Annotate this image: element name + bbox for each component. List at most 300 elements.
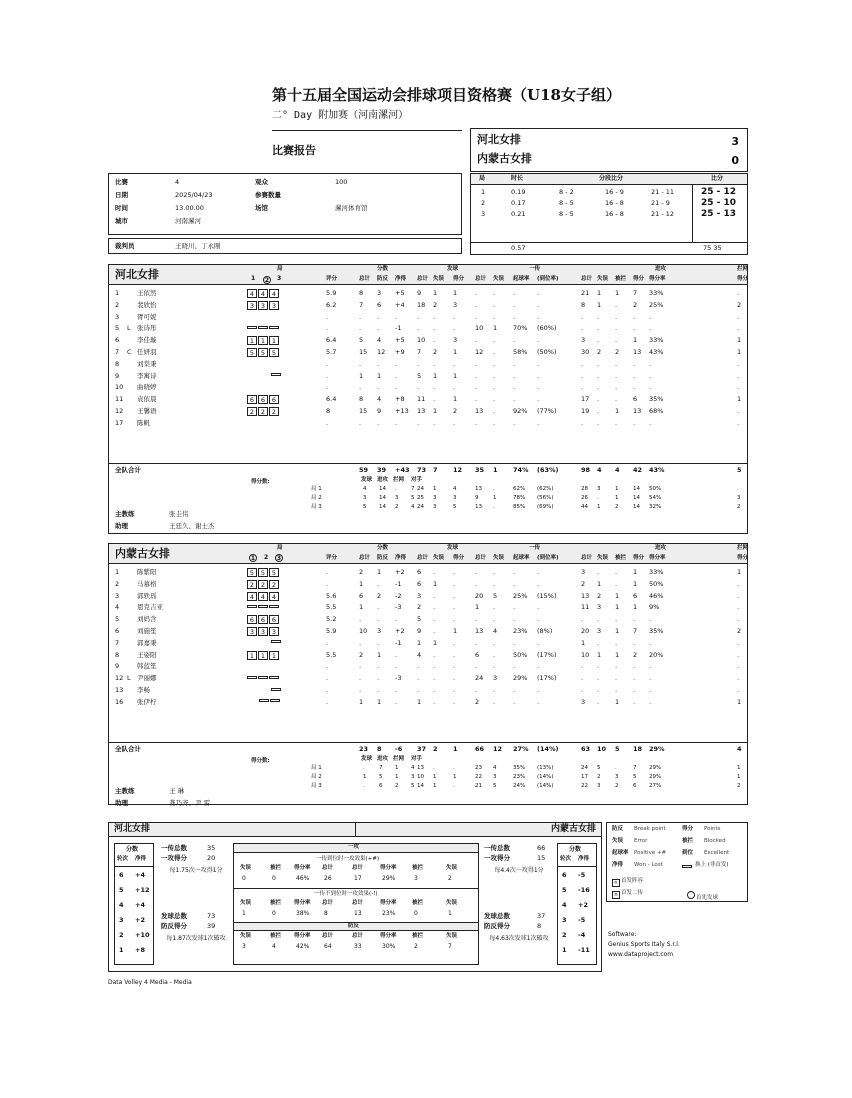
set-markers bbox=[247, 651, 280, 662]
stat-value: . bbox=[493, 418, 496, 427]
set-stat-value: 1 bbox=[737, 774, 741, 780]
stat-value: . bbox=[737, 324, 740, 333]
set-points-value: 2 bbox=[395, 504, 399, 510]
stat-value: 23% bbox=[382, 910, 396, 917]
set-points-value: 5 bbox=[411, 495, 415, 501]
points-breakdown-header: 拦网 bbox=[393, 477, 405, 483]
stat-value: 1 bbox=[633, 336, 638, 345]
stat-value: . bbox=[633, 638, 636, 647]
stat-value: 64 bbox=[324, 943, 332, 950]
rotation-summary: 河北女排 内蒙古女排 分数 轮次 净得 6 +4 5 +12 4 +4 3 +2 2 +10 1 +8 一传总数 一攻得分 35 20 每1.75次一攻得1分 发球总数 防反得分 73 39 每1.87次发球1次破攻 一攻 一传到位时一攻效果(+#) 失误 被拦 得分率 总计 总计 得分率 被拦 失误 0 0 46% 26 17 29% 3 2 一传不到位时一攻效果(-!) 失误 被拦 得分率 总计 总计 得分率 被拦 失误 1 0 38% 8 13 23% 0 1 防反 失误 被拦 得分率 总计 总计 得分率 被拦 失误 3 4 42% 64 33 30% 2 7 一传总数 一攻得分 66 15 每4.4次一攻得1分 发球总数 防反得分 37 8 每4.63次发球1次破攻 分数 轮次 净得 6 -5 5 -16 4 +2 3 -5 2 -4 1 -11 bbox=[108, 822, 602, 972]
set-stat-value: 44 bbox=[581, 504, 588, 510]
team-total-value: 5 bbox=[615, 745, 620, 753]
stat-value: 3 bbox=[597, 627, 602, 635]
stat-value: . bbox=[475, 359, 478, 368]
column-header: 被拦 bbox=[270, 865, 282, 871]
stat-value: . bbox=[615, 418, 618, 427]
stat-value: . bbox=[326, 674, 329, 683]
stat-value: . bbox=[433, 359, 436, 368]
set-marker: 4 bbox=[258, 592, 268, 601]
stat-value: +8 bbox=[395, 395, 405, 404]
table-row bbox=[109, 336, 747, 347]
set-stat-value: 5 bbox=[493, 783, 497, 789]
set-marker: 3 bbox=[269, 627, 279, 636]
set-partial: 21 - 9 bbox=[651, 199, 670, 207]
table-row bbox=[109, 686, 747, 697]
stat-value: . bbox=[537, 662, 540, 671]
stat-value: . bbox=[326, 697, 329, 706]
table-row bbox=[109, 407, 747, 418]
stat-value: . bbox=[513, 383, 516, 392]
set-marker: 3 bbox=[258, 627, 268, 636]
set-marker: 4 bbox=[258, 289, 268, 298]
stat-value: 6.4 bbox=[326, 395, 337, 404]
stat-value: 10 bbox=[359, 627, 368, 635]
set-final-score: 25 - 13 bbox=[701, 209, 737, 219]
rotation-number: 5 bbox=[119, 886, 124, 894]
stat-value: . bbox=[433, 383, 436, 392]
set-marker: 5 bbox=[247, 348, 257, 357]
stat-value: 2 bbox=[433, 300, 438, 309]
set-points-value: 3 bbox=[363, 495, 367, 501]
stat-value: . bbox=[433, 615, 436, 624]
stat-value: 1 bbox=[448, 910, 452, 917]
stat-value: . bbox=[417, 383, 420, 392]
stat-value: . bbox=[433, 312, 436, 321]
stat-value: . bbox=[597, 697, 600, 706]
set-stat-value: 1 bbox=[493, 495, 497, 501]
stat-value: . bbox=[581, 312, 584, 321]
set-stat-value: 24% bbox=[513, 783, 526, 789]
stat-value: 1 bbox=[615, 591, 620, 600]
stat-value: . bbox=[417, 686, 420, 694]
set-stat-value: 2 bbox=[737, 783, 741, 789]
stat-value: (15%) bbox=[537, 591, 557, 600]
stat-value: 2 bbox=[597, 591, 602, 600]
column-header: 被拦 bbox=[270, 933, 282, 939]
stat-value: 24 bbox=[475, 674, 484, 683]
stat-value: . bbox=[395, 359, 398, 368]
set-stat-value: 54% bbox=[649, 495, 662, 501]
stat-value: +2 bbox=[395, 627, 405, 635]
stat-value: . bbox=[359, 359, 362, 368]
page-subtitle: 二° Day 附加赛（河南漯河） bbox=[272, 110, 409, 121]
stat-value: 13 bbox=[633, 348, 642, 356]
player-number: 16 bbox=[115, 697, 124, 706]
set-stat-value: 5 bbox=[453, 504, 457, 510]
stat-value: . bbox=[737, 650, 740, 659]
stat-value: 2 bbox=[453, 407, 458, 415]
stat-value: 1 bbox=[453, 348, 458, 356]
rotation-number: 3 bbox=[119, 916, 124, 924]
stat-value: 15 bbox=[359, 348, 368, 356]
report-label: 比赛报告 bbox=[272, 144, 316, 157]
player-number: 5 bbox=[115, 324, 120, 333]
stat-value: . bbox=[326, 662, 329, 671]
set-stat-value: . bbox=[597, 495, 599, 501]
table-row bbox=[109, 603, 747, 614]
player-number: 8 bbox=[115, 359, 120, 368]
player-name: 王姿阳 bbox=[137, 650, 157, 659]
stat-value: . bbox=[513, 359, 516, 368]
set-stat-value: (56%) bbox=[537, 495, 554, 501]
stat-value: . bbox=[615, 686, 618, 694]
set-marker: 1 bbox=[247, 336, 257, 345]
stat-value: . bbox=[433, 324, 436, 333]
stat-value: . bbox=[326, 324, 329, 333]
stat-value: 4 bbox=[493, 627, 498, 635]
stat-value: . bbox=[493, 650, 496, 659]
team-total-value: 8 bbox=[377, 745, 382, 753]
stat-value: 13 bbox=[475, 407, 484, 415]
home-team-stats: 河北女排 局 1 2 3 分数 发球 一传 进攻 拦网 评分 总计 防反 净得 总计 失误 得分 总计 失误 起球率 (到位率) 总计 失误 被拦 得分 得分率 得分 1 王依然 4 4 4 5.9 8 3 +5 9 1 1 . . . . 21 1 1 7 33% . 2 裴欣怡 3 3 3 6.2 7 6 +4 18 2 3 . . . . 8 1 . 2 25% 2 3 胥可妮 . . . . . . . . . . . . . . . . . 5 L 张诗彤 . . . -1 . . . 10 1 70% (60%) . . . . . . 6 李佳璇 1 1 1 6.4 5 4 +5 10 . 3 . . . . 3 . . 1 33% 1 7 C 任妍羽 5 5 5 5.7 15 12 +9 7 2 1 12 . 58% (50%) 30 2 2 13 43% 1 8 刘棠秉 . . . . . . . . . . . . . . . . . 9 李寓诗 . 1 1 . 5 1 1 . . . . . . . . . . 10 曲晓婷 . . . . . . . . . . . . . . . . . 11 袁依晨 6 6 6 6.4 8 4 +8 11 . 1 . . . . 17 . . 6 35% 1 12 王馨语 2 2 2 8 15 9 +13 13 1 2 13 . 92% (77%) 19 . 1 13 68% . 17 陈帆 . . . . . . . . . . . . . . . . . 全队合计 59 39 +43 73 7 12 35 1 74% (63%) 98 4 4 42 43% 5 得分数: 发球 进攻 拦网 对手 局 1 4 14 . 7 24 1 4 13 . 62% (62%) 28 3 1 14 50% . 局 2 3 14 3 5 25 3 3 9 1 78% (56%) 26 . 1 14 54% 3 局 3 5 14 2 4 24 3 5 13 . 85% (69%) 44 1 2 14 32% 2 主教练 张圭伟 助理 王廷久、谢士杰 bbox=[108, 264, 748, 534]
stat-value: 20 bbox=[475, 591, 484, 600]
stat-value: . bbox=[649, 418, 652, 427]
player-role: L bbox=[127, 674, 131, 683]
stat-value: . bbox=[633, 324, 636, 333]
set-stat-value: 2 bbox=[615, 504, 619, 510]
stat-value: . bbox=[513, 579, 516, 588]
column-header: 评分 bbox=[326, 276, 338, 282]
set-points-value: . bbox=[363, 783, 365, 789]
set-stat-value: 10 bbox=[417, 774, 424, 780]
stat-value: . bbox=[493, 697, 496, 706]
sub-marker bbox=[258, 605, 268, 608]
table-row bbox=[109, 568, 747, 579]
stat-value: . bbox=[513, 662, 516, 671]
team-total-value: 10 bbox=[597, 745, 607, 753]
stat-value: . bbox=[475, 579, 478, 588]
stat-value: . bbox=[433, 568, 436, 576]
stat-value: . bbox=[597, 568, 600, 576]
stat-value: . bbox=[513, 603, 516, 612]
stat-value: . bbox=[615, 674, 618, 683]
stat-value: . bbox=[475, 615, 478, 624]
team-total-label: 全队合计 bbox=[115, 745, 141, 753]
stat-value: . bbox=[493, 383, 496, 392]
stat-value: . bbox=[433, 591, 436, 600]
team-total-value: 39 bbox=[377, 466, 387, 474]
stat-value: . bbox=[326, 568, 329, 576]
set-points-value: 4 bbox=[411, 765, 415, 771]
set-stat-value: . bbox=[737, 486, 739, 492]
stat-value: . bbox=[433, 603, 436, 612]
column-header: 得分率 bbox=[294, 900, 311, 906]
table-row bbox=[109, 301, 747, 312]
team-total-value: 18 bbox=[633, 745, 643, 753]
set-stat-value: . bbox=[615, 765, 617, 771]
stat-value: 1 bbox=[359, 371, 364, 380]
stat-value: 70% bbox=[513, 324, 528, 333]
set-label: 局 1 bbox=[311, 486, 322, 492]
stat-value: -1 bbox=[395, 579, 402, 588]
player-name: 刘施笙 bbox=[137, 627, 157, 635]
team-total-label: 全队合计 bbox=[115, 466, 141, 474]
set-label: 局 3 bbox=[311, 783, 322, 789]
player-name: 郭轶瑶 bbox=[137, 591, 157, 600]
stat-value: . bbox=[417, 674, 420, 683]
team-total-value: 5 bbox=[737, 466, 742, 474]
column-header: 被拦 bbox=[412, 900, 424, 906]
set-label: 局 3 bbox=[311, 504, 322, 510]
stat-value: . bbox=[633, 312, 636, 321]
set-marker: 5 bbox=[269, 568, 279, 577]
set-stat-value: 2 bbox=[615, 783, 619, 789]
stat-value: 35% bbox=[649, 627, 664, 635]
set-stat-value: 29% bbox=[649, 765, 662, 771]
stat-value: 1 bbox=[633, 568, 638, 576]
team-total-value: 43% bbox=[649, 466, 665, 474]
set-markers bbox=[247, 407, 280, 418]
set-number: 1 bbox=[481, 188, 486, 196]
set-points-value: 14 bbox=[379, 495, 386, 501]
stat-value: 2 bbox=[448, 875, 452, 882]
set-marker: 5 bbox=[247, 568, 257, 577]
stat-value: 25% bbox=[513, 591, 528, 600]
set-stat-value: 17 bbox=[581, 774, 588, 780]
sub-marker bbox=[269, 605, 279, 608]
stat-value: 1 bbox=[737, 568, 742, 576]
set-stat-value: 24 bbox=[417, 486, 424, 492]
home-sets-won: 3 bbox=[731, 135, 739, 148]
set-marker: 1 bbox=[247, 651, 257, 660]
stat-value: . bbox=[649, 359, 652, 368]
column-header: 得分 bbox=[453, 276, 465, 282]
rotation-net: +4 bbox=[135, 901, 145, 909]
stat-value: . bbox=[475, 312, 478, 321]
sub-marker bbox=[271, 640, 281, 643]
legend-key: 失误 bbox=[612, 838, 624, 844]
stat-value: . bbox=[537, 418, 540, 427]
team-total-value: 12 bbox=[453, 466, 463, 474]
player-number: 9 bbox=[115, 662, 120, 671]
stat-value: . bbox=[453, 662, 456, 671]
set-stat-value: 3 bbox=[493, 774, 497, 780]
stat-value: . bbox=[433, 697, 436, 706]
stat-value: . bbox=[493, 371, 496, 380]
column-header: 总计 bbox=[581, 555, 593, 561]
stat-value: 1 bbox=[737, 348, 742, 356]
column-header: 得分 bbox=[737, 276, 749, 282]
stat-value: 2 bbox=[414, 943, 418, 950]
away-sets-won: 0 bbox=[731, 154, 739, 167]
team-total-value: 4 bbox=[597, 466, 602, 474]
stat-value: 1 bbox=[433, 371, 438, 380]
stat-value: . bbox=[433, 627, 436, 635]
stat-value: 1 bbox=[615, 650, 620, 659]
stat-value: 33 bbox=[354, 943, 362, 950]
stat-value: . bbox=[537, 638, 540, 647]
stat-value: . bbox=[633, 383, 636, 392]
stat-value: . bbox=[581, 359, 584, 368]
stat-value: . bbox=[453, 603, 456, 612]
stat-value: . bbox=[377, 383, 380, 392]
stat-value: . bbox=[377, 603, 380, 612]
set-stat-value: 24 bbox=[581, 765, 588, 771]
stat-value: 1 bbox=[433, 579, 438, 588]
set-stat-value: 7 bbox=[633, 765, 637, 771]
set-partial: 16 - 9 bbox=[605, 188, 624, 196]
stat-value: 13 bbox=[475, 627, 484, 635]
stat-value: . bbox=[581, 371, 584, 380]
stat-value: . bbox=[737, 579, 740, 588]
set-stat-value: 5 bbox=[597, 765, 601, 771]
set-markers bbox=[247, 686, 282, 697]
stat-value: . bbox=[395, 383, 398, 392]
stat-value: . bbox=[433, 686, 436, 694]
column-header: (到位率) bbox=[537, 555, 559, 561]
stat-value: . bbox=[395, 662, 398, 671]
stat-value: 2 bbox=[581, 579, 586, 588]
stat-value: 1 bbox=[597, 289, 602, 297]
stat-value: (8%) bbox=[537, 627, 553, 635]
set-marker: 6 bbox=[258, 615, 268, 624]
table-row bbox=[109, 698, 747, 709]
stat-value: 7 bbox=[417, 348, 422, 356]
column-header: 被拦 bbox=[412, 865, 424, 871]
legend-value: Break point bbox=[634, 826, 666, 832]
stat-value: . bbox=[475, 371, 478, 380]
stat-value: 2 bbox=[615, 348, 620, 356]
team-total-value: -6 bbox=[395, 745, 403, 753]
set-stat-value: 1 bbox=[597, 504, 601, 510]
set-stat-value: (62%) bbox=[537, 486, 554, 492]
stat-value: +13 bbox=[395, 407, 409, 415]
points-breakdown-header: 对手 bbox=[411, 477, 423, 483]
table-row bbox=[109, 615, 747, 626]
legend: 防反 Break point 得分 Points 失误 Error 被拦 Blocked 起球率 Positive +# 到位 Excellent 净得 Won - Lost 换上 (非首发) n 首发阵容 n 首发二传 首先发球 bbox=[606, 822, 748, 902]
player-name: 张伊柠 bbox=[137, 697, 157, 706]
player-name: 袁依晨 bbox=[137, 395, 157, 404]
column-header: 净得 bbox=[395, 276, 407, 282]
table-row bbox=[109, 639, 747, 650]
player-number: 17 bbox=[115, 418, 124, 427]
stat-value: 0 bbox=[242, 875, 246, 882]
table-row bbox=[109, 289, 747, 300]
stat-value: . bbox=[453, 383, 456, 392]
stat-value: . bbox=[649, 674, 652, 683]
table-row bbox=[109, 419, 747, 430]
stat-value: . bbox=[615, 371, 618, 380]
sub-marker bbox=[271, 373, 281, 376]
stat-value: . bbox=[649, 638, 652, 647]
table-row bbox=[109, 651, 747, 662]
stat-value: . bbox=[537, 312, 540, 321]
rotation-number: 2 bbox=[119, 931, 124, 939]
table-row bbox=[109, 313, 747, 324]
stat-value: . bbox=[513, 300, 516, 309]
set-stat-value: 13 bbox=[417, 765, 424, 771]
sub-marker bbox=[258, 676, 268, 679]
set-stat-value: 9 bbox=[475, 495, 479, 501]
stat-value: 3 bbox=[417, 591, 422, 600]
stat-value: . bbox=[453, 324, 456, 333]
team-total-value: 4 bbox=[615, 466, 620, 474]
stat-value: . bbox=[475, 289, 478, 297]
stat-value: . bbox=[513, 568, 516, 576]
stat-value: . bbox=[737, 638, 740, 647]
column-header: 失误 bbox=[493, 555, 505, 561]
sub-marker bbox=[247, 605, 257, 608]
team-total-value: 1 bbox=[453, 745, 458, 753]
stat-value: +9 bbox=[395, 348, 405, 356]
column-header: 被拦 bbox=[615, 555, 627, 561]
set-points-value: 14 bbox=[379, 486, 386, 492]
set-marker: 4 bbox=[269, 289, 279, 298]
stat-value: . bbox=[537, 289, 540, 297]
stat-value: . bbox=[615, 383, 618, 392]
sub-legend-icon bbox=[682, 865, 692, 868]
set-marker: 6 bbox=[269, 395, 279, 404]
stat-value: 1 bbox=[417, 697, 422, 706]
stat-value: . bbox=[417, 359, 420, 368]
stat-value: 12 bbox=[475, 348, 484, 356]
points-breakdown-header: 对手 bbox=[411, 756, 423, 762]
player-name: 恩克吉亚 bbox=[137, 603, 163, 612]
set-stat-value: 35% bbox=[513, 765, 526, 771]
stat-value: 3 bbox=[377, 627, 382, 635]
rotation-net: -11 bbox=[578, 946, 590, 954]
stat-value: . bbox=[359, 324, 362, 333]
stat-value: 20 bbox=[581, 627, 590, 635]
stat-value: . bbox=[395, 418, 398, 427]
set-markers bbox=[247, 592, 280, 603]
set-points-value: 5 bbox=[363, 504, 367, 510]
stat-value: 1 bbox=[737, 395, 742, 404]
set-markers bbox=[247, 674, 280, 685]
stat-value: 7 bbox=[359, 300, 364, 309]
set-points-value: 4 bbox=[411, 504, 415, 510]
set-markers bbox=[247, 603, 280, 614]
stat-value: . bbox=[537, 336, 540, 345]
stat-value: 10 bbox=[475, 324, 484, 333]
stat-value: . bbox=[537, 371, 540, 380]
set-markers bbox=[247, 615, 280, 626]
column-header: 得分 bbox=[633, 276, 645, 282]
player-name: 王馨语 bbox=[137, 407, 157, 415]
column-header: 起球率 bbox=[513, 555, 530, 561]
rotation-number: 6 bbox=[562, 871, 567, 879]
stat-value: 0 bbox=[272, 875, 276, 882]
stat-value: . bbox=[493, 359, 496, 368]
set-number: 2 bbox=[481, 199, 486, 207]
stat-value: . bbox=[433, 418, 436, 427]
stat-value: 92% bbox=[513, 407, 528, 415]
judges-box: 裁判员 王晓川、丁永刚 bbox=[108, 238, 462, 254]
set-duration: 0.21 bbox=[511, 210, 526, 218]
sub-marker bbox=[269, 326, 279, 329]
stat-value: . bbox=[359, 674, 362, 683]
stat-value: 1 bbox=[359, 697, 364, 706]
stat-value: . bbox=[513, 289, 516, 297]
stat-value: 1 bbox=[417, 638, 422, 647]
team-total-value: 42 bbox=[633, 466, 643, 474]
set-marker: 2 bbox=[247, 580, 257, 589]
team-total-value: 59 bbox=[359, 466, 369, 474]
stat-value: 3 bbox=[581, 336, 586, 345]
set-marker: 2 bbox=[258, 580, 268, 589]
stat-value: . bbox=[493, 638, 496, 647]
column-header: 总计 bbox=[417, 555, 429, 561]
column-header: 净得 bbox=[395, 555, 407, 561]
column-header: 总计 bbox=[475, 555, 487, 561]
set-stat-value: . bbox=[453, 765, 455, 771]
set-points-value: 5 bbox=[379, 774, 383, 780]
stat-value: . bbox=[493, 407, 496, 415]
set-markers bbox=[247, 324, 280, 335]
stat-value: . bbox=[737, 312, 740, 321]
stat-value: -3 bbox=[395, 603, 402, 612]
